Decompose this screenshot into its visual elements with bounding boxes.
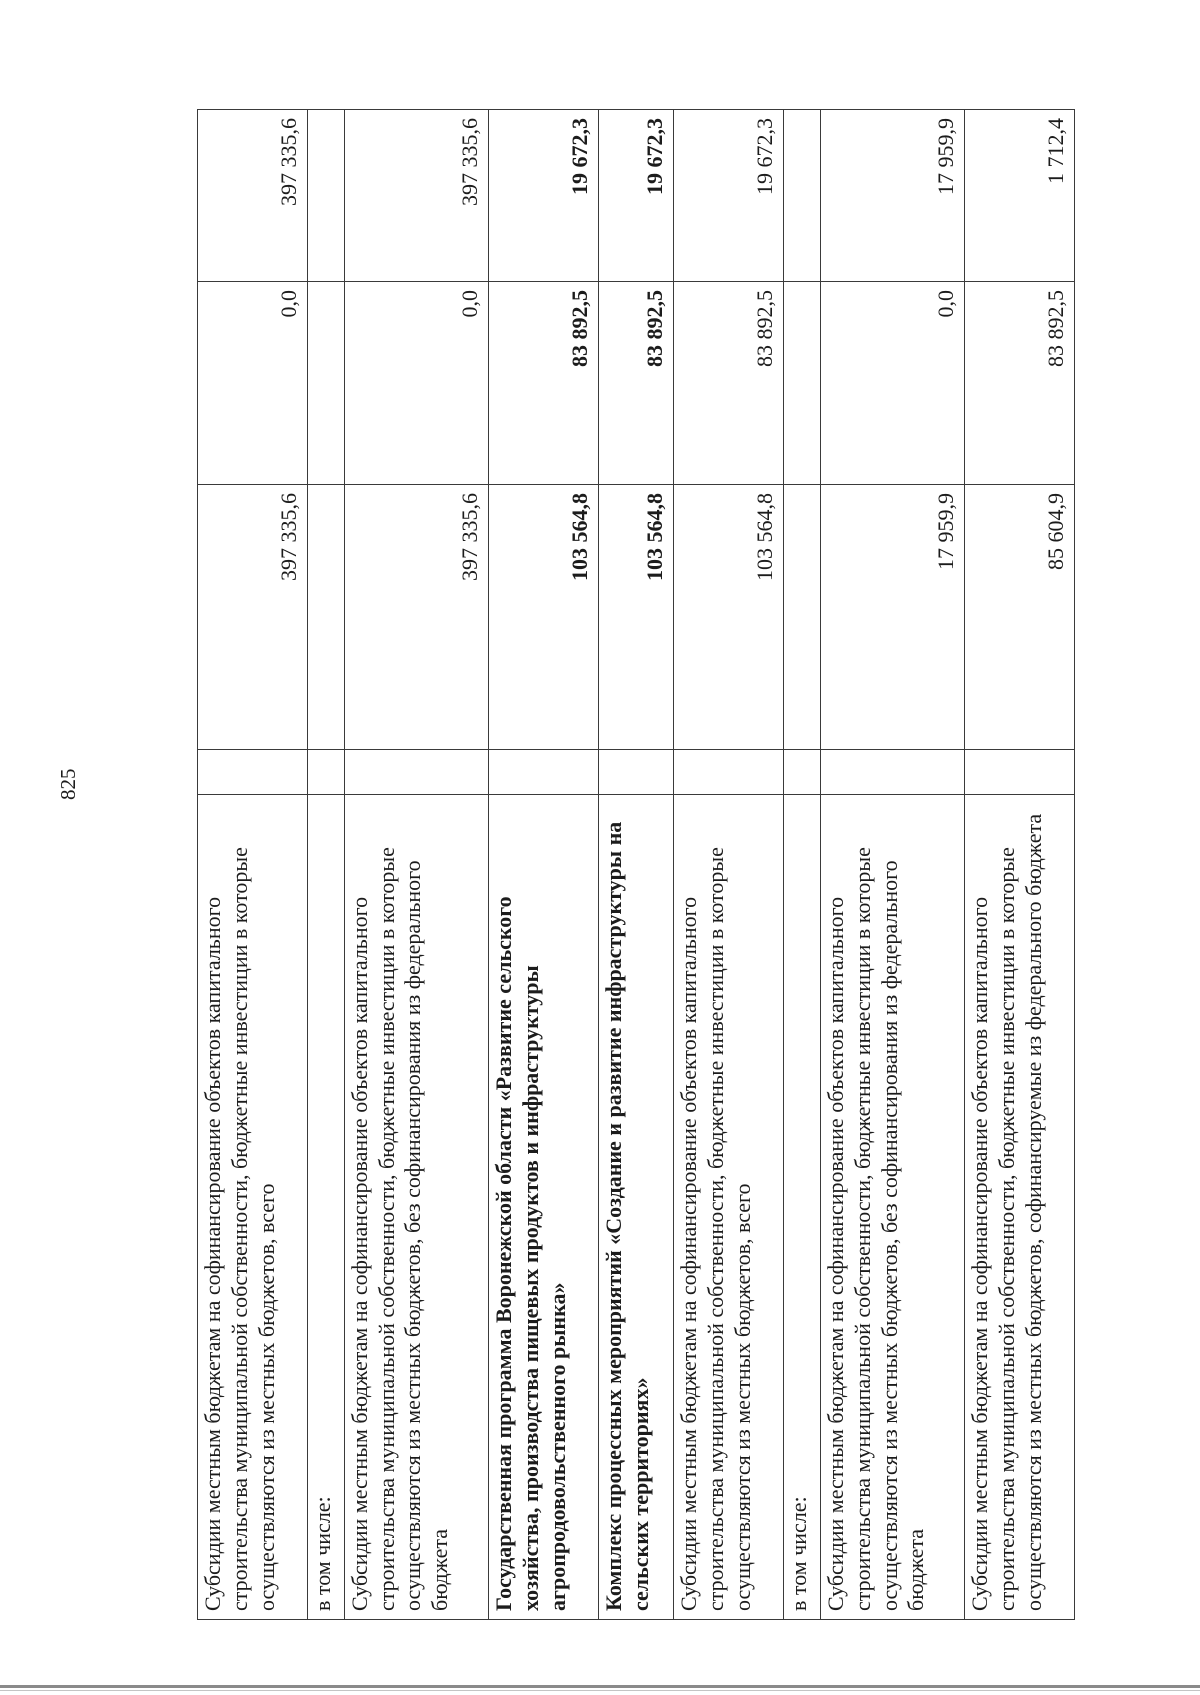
row-value-2-cell: 83 892,5 xyxy=(965,282,1075,485)
row-value-2-cell: 0,0 xyxy=(344,282,488,485)
budget-table-rotated xyxy=(197,110,1075,1620)
row-empty-cell xyxy=(820,750,964,795)
row-empty-cell xyxy=(307,750,344,795)
row-value-1-cell: 85 604,9 xyxy=(965,485,1075,750)
row-value-1-cell: 103 564,8 xyxy=(598,485,673,750)
row-value-3-cell: 17 959,9 xyxy=(820,110,964,282)
scan-edge-line xyxy=(0,1685,1200,1688)
row-value-1-cell: 397 335,6 xyxy=(344,485,488,750)
table-row xyxy=(598,110,673,1620)
row-label-cell: Государственная программа Воронежской области «Развитие сельского хозяйства, производства пищевых продуктов и инфраструктуры агропродовольственного рынка» xyxy=(489,795,599,1620)
table-row xyxy=(965,110,1075,1620)
row-label-cell: Комплекс процессных мероприятий «Создание и развитие инфраструктуры на сельских территориях» xyxy=(598,795,673,1620)
row-empty-cell xyxy=(344,750,488,795)
row-value-2-cell: 0,0 xyxy=(198,282,308,485)
row-value-1-cell: 103 564,8 xyxy=(674,485,784,750)
row-label-cell: в том числе: xyxy=(307,795,344,1620)
row-empty-cell xyxy=(198,750,308,795)
table-row xyxy=(307,110,344,1620)
row-value-3-cell: 1 712,4 xyxy=(965,110,1075,282)
page-number: 825 xyxy=(56,768,80,800)
row-value-2-cell xyxy=(783,282,820,485)
row-value-2-cell: 83 892,5 xyxy=(598,282,673,485)
row-value-3-cell xyxy=(307,110,344,282)
row-label-cell: в том числе: xyxy=(783,795,820,1620)
row-empty-cell xyxy=(783,750,820,795)
row-value-3-cell: 397 335,6 xyxy=(198,110,308,282)
scan-edge-line-secondary xyxy=(0,1690,1200,1691)
row-label-cell: Субсидии местным бюджетам на софинансирование объектов капитального строительства муниципальной собственности, бюджетные инвестиции в которые осуществляются из местных бюджетов, без софинансирования из федерального бюджета xyxy=(820,795,964,1620)
budget-table xyxy=(197,109,1075,1620)
row-empty-cell xyxy=(489,750,599,795)
row-value-1-cell xyxy=(783,485,820,750)
row-value-3-cell: 19 672,3 xyxy=(674,110,784,282)
row-value-3-cell xyxy=(783,110,820,282)
row-empty-cell xyxy=(598,750,673,795)
row-value-2-cell: 83 892,5 xyxy=(674,282,784,485)
row-value-1-cell: 17 959,9 xyxy=(820,485,964,750)
row-empty-cell xyxy=(965,750,1075,795)
table-row xyxy=(344,110,488,1620)
row-value-2-cell: 83 892,5 xyxy=(489,282,599,485)
row-value-3-cell: 19 672,3 xyxy=(598,110,673,282)
table-row xyxy=(820,110,964,1620)
row-value-1-cell: 397 335,6 xyxy=(198,485,308,750)
row-label-cell: Субсидии местным бюджетам на софинансирование объектов капитального строительства муниципальной собственности, бюджетные инвестиции в которые осуществляются из местных бюджетов, всего xyxy=(198,795,308,1620)
row-value-1-cell xyxy=(307,485,344,750)
row-value-3-cell: 19 672,3 xyxy=(489,110,599,282)
table-row xyxy=(198,110,308,1620)
table-body xyxy=(198,110,1075,1620)
table-row xyxy=(783,110,820,1620)
row-value-3-cell: 397 335,6 xyxy=(344,110,488,282)
row-label-cell: Субсидии местным бюджетам на софинансирование объектов капитального строительства муниципальной собственности, бюджетные инвестиции в которые осуществляются из местных бюджетов, без софинансирования из федерального бюджета xyxy=(344,795,488,1620)
row-value-2-cell: 0,0 xyxy=(820,282,964,485)
row-empty-cell xyxy=(674,750,784,795)
table-row xyxy=(489,110,599,1620)
row-value-2-cell xyxy=(307,282,344,485)
table-row xyxy=(674,110,784,1620)
row-label-cell: Субсидии местным бюджетам на софинансирование объектов капитального строительства муниципальной собственности, бюджетные инвестиции в которые осуществляются из местных бюджетов, всего xyxy=(674,795,784,1620)
row-value-1-cell: 103 564,8 xyxy=(489,485,599,750)
row-label-cell: Субсидии местным бюджетам на софинансирование объектов капитального строительства муниципальной собственности, бюджетные инвестиции в которые осуществляются из местных бюджетов, софинансируемые из федерального бюджета xyxy=(965,795,1075,1620)
